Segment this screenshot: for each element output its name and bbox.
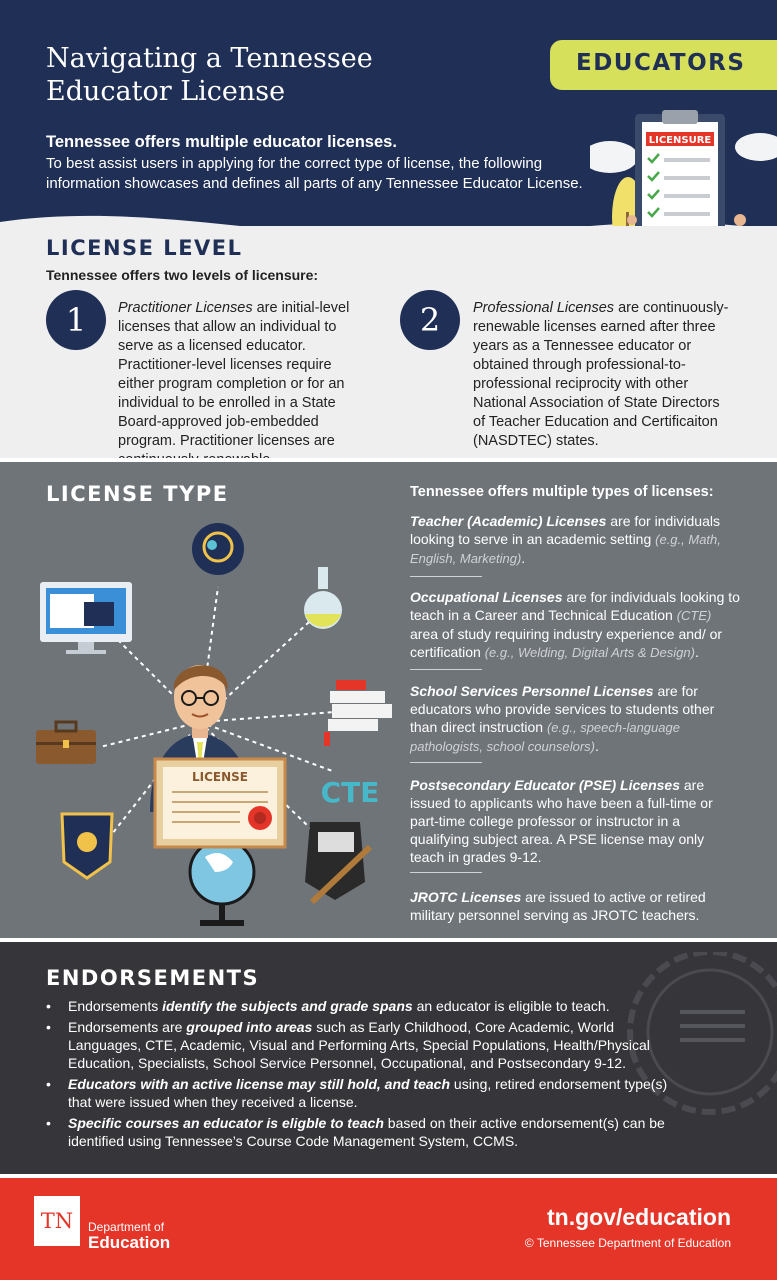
level-text-1: are initial-level licenses that allow an individual to serve as a licensed educator. Practitioner-level licenses require either program completion or for an individual to be enrolled in a State Board-approved job-embedded program. Practitioner licenses are <box>118 300 350 449</box>
type-lead: JROTC Licenses <box>410 889 522 905</box>
level-lead-1: Practitioner Licenses <box>118 300 253 316</box>
header-subtitle: Tennessee offers multiple educator licenses. <box>46 133 397 151</box>
divider <box>410 669 482 670</box>
type-text: are for educators who provide services to students other than direct instruction <box>410 683 715 735</box>
type-lead: School Services Personnel Licenses <box>410 683 654 699</box>
list-item: • Specific courses an educator is eligble to teach based on their active endorsement(s) can be identified using Tennessee’s Course Code Management System, CCMS. <box>46 1114 686 1150</box>
license-certificate <box>155 759 285 847</box>
type-text: are for individuals looking to teach in a Career and Technical Education <box>410 589 740 623</box>
type-tail: area of study requiring industry experience and/ or certification <box>410 626 723 660</box>
page-title <box>46 42 466 108</box>
type-tail: . <box>595 738 599 754</box>
type-text: are issued to active or retired military personnel serving as JROTC teachers. <box>410 889 706 923</box>
level-description-1 <box>118 299 368 470</box>
website-link[interactable]: tn.gov/education <box>547 1204 731 1230</box>
footer <box>0 1174 777 1280</box>
type-text: are for individuals looking to serve in an academic setting <box>410 513 720 547</box>
type-lead: Postsecondary Educator (PSE) Licenses <box>410 777 680 793</box>
type-example: (e.g., Math, English, Marketing) <box>410 532 721 566</box>
tn-logo: TN <box>34 1196 80 1246</box>
header-intro: To best assist users in applying for the correct type of license, the following information showcases and defines all parts of any Tennessee Educator License. <box>46 155 583 192</box>
endorsements-section <box>0 942 777 1174</box>
divider <box>410 872 482 873</box>
computer-icon <box>40 582 132 654</box>
department-name-line1: Department of <box>88 1220 165 1234</box>
type-example: (e.g., speech-language pathologists, school counselors) <box>410 720 680 754</box>
type-example: (CTE) <box>676 608 712 623</box>
divider <box>410 576 482 577</box>
type-lead: Occupational Licenses <box>410 589 563 605</box>
level-text-2: are continuously-renewable licenses earned after three years as a Tennessee educator or obtained through professional-to-professional reciprocity with other National Association of State Directors of Teacher Education and Certificaiton (NASDTEC) states. <box>473 300 729 449</box>
license-level-subheading: Tennessee offers two levels of licensure: <box>46 267 319 283</box>
level-number-1: 1 <box>46 290 106 350</box>
license-level-heading: LICENSE LEVEL <box>46 236 243 260</box>
jrotc-emblem-icon <box>62 814 112 878</box>
title-line-1: Navigating a Tennessee <box>46 43 373 74</box>
level-lead-2: Professional Licenses <box>473 300 615 316</box>
globe-icon <box>190 840 254 926</box>
type-tail: . <box>521 550 526 566</box>
type-text: are issued to applicants who have been a full-time or part-time college professor or instructor in a qualifying subject area. A PSE license may only teach in grades 9-12. <box>410 777 713 865</box>
header-banner <box>0 0 777 260</box>
license-type-heading: LICENSE TYPE <box>46 482 229 506</box>
cte-logo: CTE <box>320 776 380 809</box>
endorsements-list <box>46 997 686 1153</box>
license-type-section <box>0 458 777 942</box>
list-item: • Endorsements identify the subjects and grade spans an educator is eligible to teach. <box>46 997 686 1015</box>
educator-illustration <box>0 502 400 942</box>
type-school-services <box>410 682 740 756</box>
clipboard-label: LICENSURE <box>648 135 712 146</box>
type-tail: . <box>694 644 699 660</box>
audience-badge: EDUCATORS <box>550 40 777 90</box>
books-icon <box>324 680 392 746</box>
type-postsecondary <box>410 776 740 866</box>
department-name-line2: Education <box>88 1233 171 1252</box>
title-line-2: Educator License <box>46 76 286 107</box>
list-item: • Endorsements are grouped into areas such as Early Childhood, Core Academic, World Languages, CTE, Academic, Visual and Performing Arts, Special Populations, Health/Physical Education, Specialists, School Service Personnel, Occupational, and Postsecondary 9-12. <box>46 1018 686 1072</box>
briefcase-icon <box>36 722 96 764</box>
type-jrotc <box>410 888 740 924</box>
type-example: (e.g., Welding, Digital Arts & Design) <box>484 645 695 660</box>
type-occupational <box>410 588 740 662</box>
copyright-text: © Tennessee Department of Education <box>524 1236 731 1250</box>
list-item: • Educators with an active license may still hold, and teach using, retired endorsement type(s) that were issued when they received a license. <box>46 1075 686 1111</box>
brain-icon <box>192 523 244 575</box>
welding-mask-icon <box>305 822 370 902</box>
type-teacher-academic <box>410 512 740 568</box>
level-number-2: 2 <box>400 290 460 350</box>
endorsements-heading: ENDORSEMENTS <box>46 966 260 990</box>
license-type-subheading: Tennessee offers multiple types of licenses: <box>410 484 714 500</box>
type-lead: Teacher (Academic) Licenses <box>410 513 607 529</box>
divider <box>410 762 482 763</box>
license-level-section <box>0 226 777 458</box>
flask-icon <box>304 567 342 629</box>
level-description-2 <box>473 299 735 451</box>
certificate-label: LICENSE <box>192 770 248 784</box>
